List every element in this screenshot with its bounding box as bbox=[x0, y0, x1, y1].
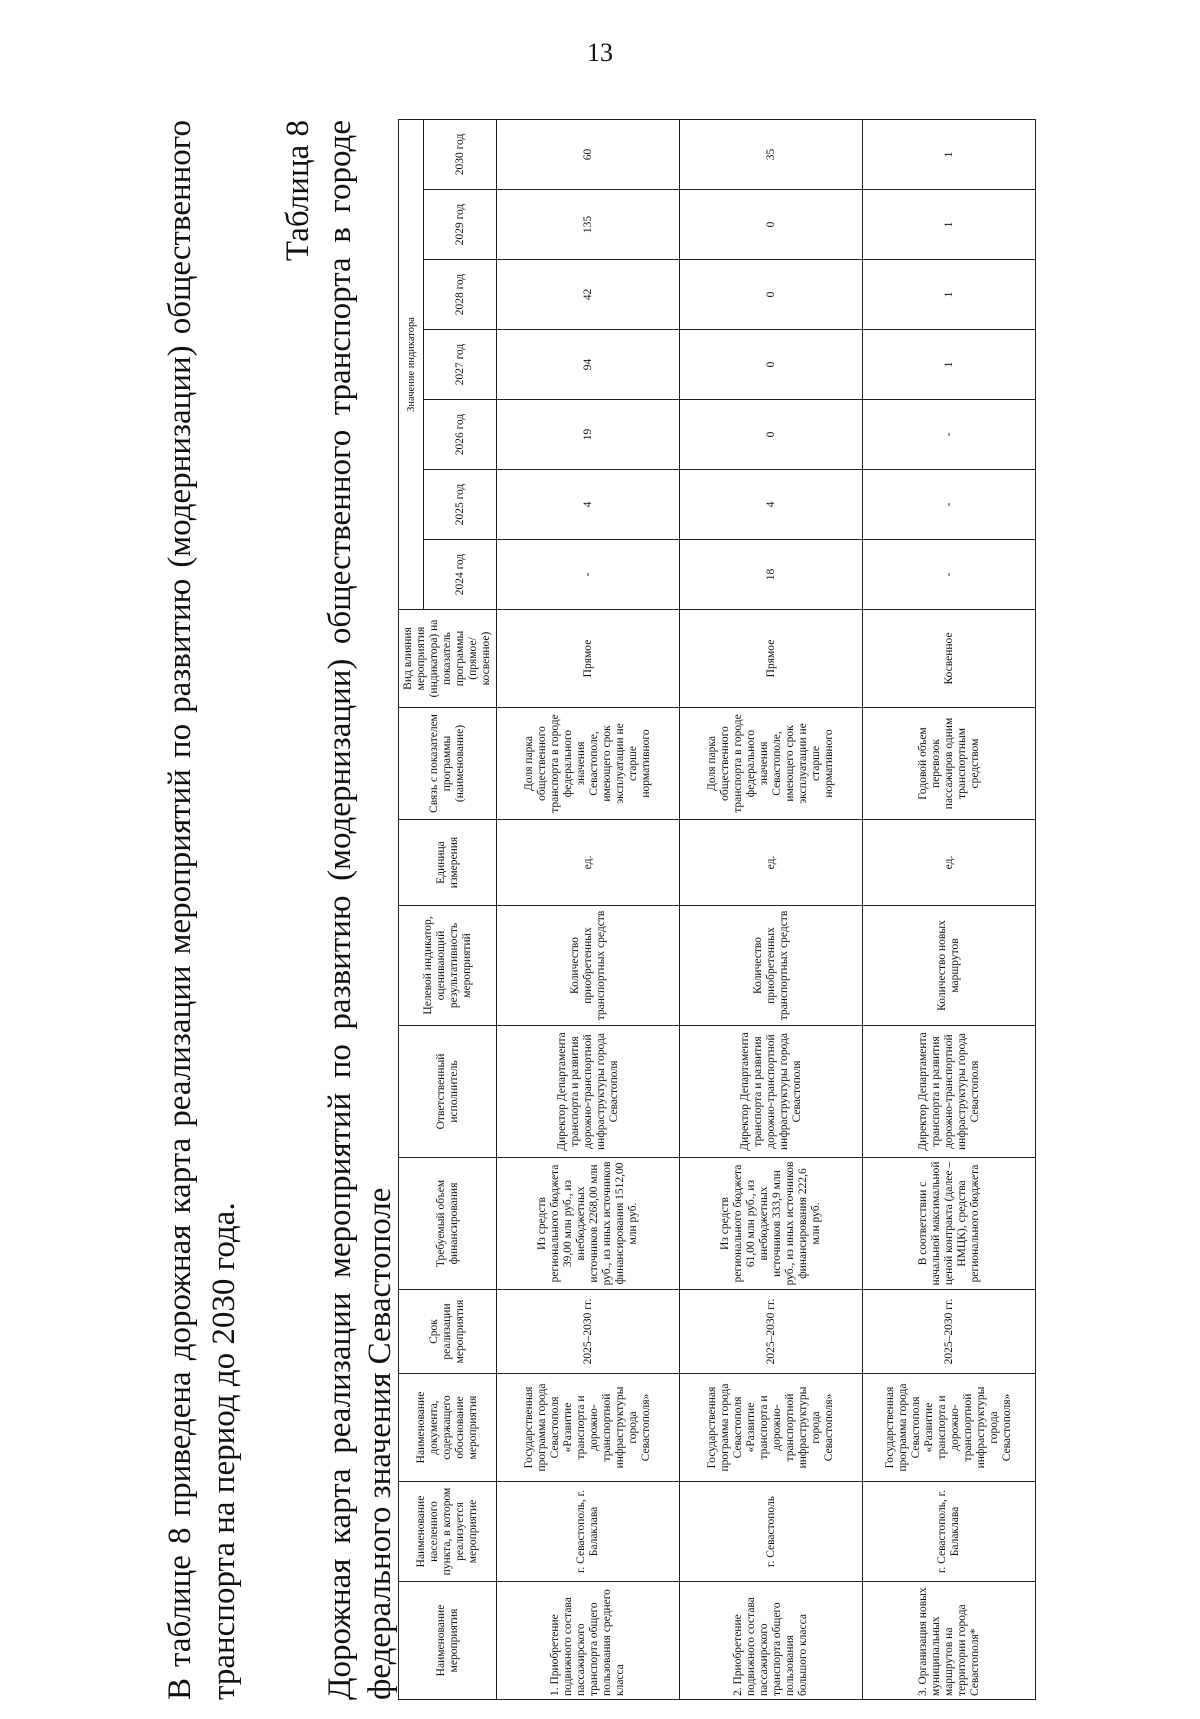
cell-value: 1 bbox=[863, 119, 1036, 189]
cell-value: 1 bbox=[863, 260, 1036, 330]
header-name: Наименование мероприятия bbox=[399, 1582, 497, 1700]
cell-document: Государственная программа города Севастополя «Развитие транспорта и дорожно-транспортной инфраструктуры города Севастополя» bbox=[680, 1374, 863, 1482]
cell-name: 1. Приобретение подвижного состава пассажирского транспорта общего пользования среднего класса bbox=[497, 1582, 680, 1700]
header-term: Срок реализации мероприятия bbox=[399, 1290, 497, 1374]
header-link: Связь с показателем программы (наименование) bbox=[399, 708, 497, 820]
cell-indicator: Количество приобретенных транспортных средств bbox=[680, 906, 863, 1026]
cell-name: 2. Приобретение подвижного состава пассажирского транспорта общего пользования большого класса bbox=[680, 1582, 863, 1700]
header-indicator-values: Значение индикатора bbox=[399, 119, 424, 609]
cell-value: - bbox=[863, 400, 1036, 470]
cell-executor: Директор Департамента транспорта и развития дорожно-транспортной инфраструктуры города Севастополя bbox=[680, 1026, 863, 1158]
cell-financing: Из средств регионального бюджета 61,00 млн руб., из внебюджетных источников 333,9 млн руб., из иных источников финансирования 222,6 млн руб. bbox=[680, 1158, 863, 1290]
header-financing: Требуемый объем финансирования bbox=[399, 1158, 497, 1290]
cell-executor: Директор Департамента транспорта и развития дорожно-транспортной инфраструктуры города Севастополя bbox=[863, 1026, 1036, 1158]
cell-locality: г. Севастополь bbox=[680, 1482, 863, 1582]
cell-value: 4 bbox=[680, 470, 863, 540]
header-year: 2029 год bbox=[424, 190, 497, 260]
cell-value: - bbox=[863, 540, 1036, 610]
cell-value: 4 bbox=[497, 470, 680, 540]
cell-locality: г. Севастополь, г. Балаклава bbox=[497, 1482, 680, 1582]
header-year: 2030 год bbox=[424, 119, 497, 189]
cell-value: 19 bbox=[497, 400, 680, 470]
cell-value: 0 bbox=[680, 400, 863, 470]
cell-link: Доля парка общественного транспорта в городе федерального значения Севастополе, имеющего срок эксплуатации не старше нормативного bbox=[680, 708, 863, 820]
table-row bbox=[497, 119, 680, 1699]
header-influence: Вид влияния мероприятия (индикатора) на показатель программы (прямое/ косвенное) bbox=[399, 610, 497, 708]
cell-value: - bbox=[863, 470, 1036, 540]
table-number: Таблица 8 bbox=[280, 120, 316, 262]
header-unit: Единица измерения bbox=[399, 820, 497, 906]
cell-influence: Прямое bbox=[680, 610, 863, 708]
cell-value: 42 bbox=[497, 260, 680, 330]
cell-executor: Директор Департамента транспорта и развития дорожно-транспортной инфраструктуры города Севастополя bbox=[497, 1026, 680, 1158]
cell-term: 2025–2030 гг. bbox=[680, 1290, 863, 1374]
table-row bbox=[680, 119, 863, 1699]
header-year: 2028 год bbox=[424, 260, 497, 330]
cell-link: Годовой объем перевозок пассажиров одним транспортным средством bbox=[863, 708, 1036, 820]
cell-term: 2025–2030 гг. bbox=[863, 1290, 1036, 1374]
intro-paragraph: В таблице 8 приведена дорожная карта реализации мероприятий по развитию (модернизации) общественного транспорта на период до 2030 года. bbox=[162, 120, 242, 1700]
roadmap-table bbox=[398, 119, 1036, 1700]
cell-unit: ед. bbox=[863, 820, 1036, 906]
cell-financing: В соответствии с начальной максимальной ценой контракта (далее – НМЦК), средства регионального бюджета bbox=[863, 1158, 1036, 1290]
table-title: Дорожная карта реализации мероприятий по развитию (модернизации) общественного транспорта в городе федерального значения Севастополе bbox=[322, 120, 398, 1700]
cell-financing: Из средств регионального бюджета 39,00 млн руб., из внебюджетных источников 2268,00 млн руб., из иных источников финансирования 1512,00 млн руб. bbox=[497, 1158, 680, 1290]
rotated-landscape-sheet bbox=[140, 100, 1170, 1700]
cell-value: 35 bbox=[680, 119, 863, 189]
cell-value: 0 bbox=[680, 190, 863, 260]
cell-unit: ед. bbox=[680, 820, 863, 906]
cell-value: 135 bbox=[497, 190, 680, 260]
cell-value: 18 bbox=[680, 540, 863, 610]
cell-value: 1 bbox=[863, 190, 1036, 260]
cell-value: 1 bbox=[863, 330, 1036, 400]
cell-unit: ед. bbox=[497, 820, 680, 906]
cell-locality: г. Севастополь, г. Балаклава bbox=[863, 1482, 1036, 1582]
cell-link: Доля парка общественного транспорта в городе федерального значения Севастополе, имеющего срок эксплуатации не старше нормативного bbox=[497, 708, 680, 820]
cell-value: - bbox=[497, 540, 680, 610]
header-executor: Ответственный исполнитель bbox=[399, 1026, 497, 1158]
header-year: 2026 год bbox=[424, 400, 497, 470]
cell-document: Государственная программа города Севастополя «Развитие транспорта и дорожно-транспортной инфраструктуры города Севастополя» bbox=[497, 1374, 680, 1482]
table-header-row bbox=[399, 119, 424, 1699]
cell-value: 60 bbox=[497, 119, 680, 189]
cell-name: 3. Организация новых муниципальных маршрутов на территории города Севастополя* bbox=[863, 1582, 1036, 1700]
header-year: 2025 год bbox=[424, 470, 497, 540]
header-indicator: Целевой индикатор, оценивающий результативность мероприятий bbox=[399, 906, 497, 1026]
header-year: 2027 год bbox=[424, 330, 497, 400]
page-number: 13 bbox=[587, 38, 613, 67]
cell-influence: Косвенное bbox=[863, 610, 1036, 708]
cell-indicator: Количество приобретенных транспортных средств bbox=[497, 906, 680, 1026]
cell-value: 94 bbox=[497, 330, 680, 400]
cell-value: 0 bbox=[680, 330, 863, 400]
header-locality: Наименование населенного пункта, в котором реализуется мероприятие bbox=[399, 1482, 497, 1582]
table-row bbox=[863, 119, 1036, 1699]
cell-value: 0 bbox=[680, 260, 863, 330]
cell-term: 2025–2030 гг. bbox=[497, 1290, 680, 1374]
cell-indicator: Количество новых маршрутов bbox=[863, 906, 1036, 1026]
cell-influence: Прямое bbox=[497, 610, 680, 708]
cell-document: Государственная программа города Севастополя «Развитие транспорта и дорожно-транспортной инфраструктуры города Севастополя» bbox=[863, 1374, 1036, 1482]
header-document: Наименование документа, содержащего обоснование мероприятия bbox=[399, 1374, 497, 1482]
header-year: 2024 год bbox=[424, 540, 497, 610]
